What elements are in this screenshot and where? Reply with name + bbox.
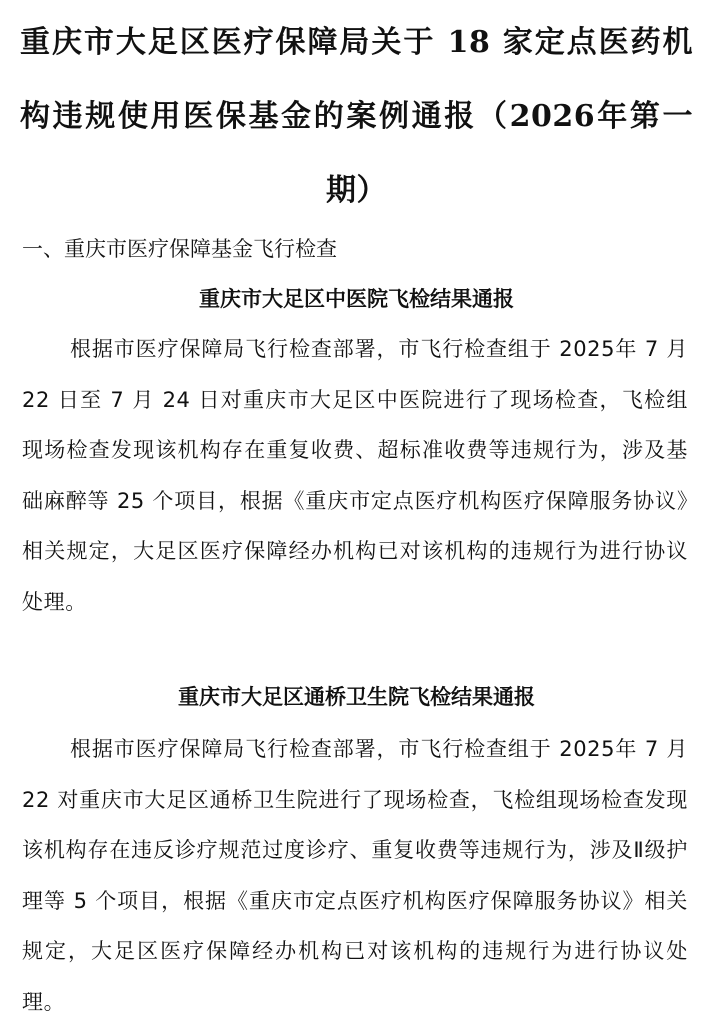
section-heading: 一、重庆市医疗保障基金飞行检查 bbox=[22, 237, 337, 261]
document-title: 重庆市大足区医疗保障局关于 18 家定点医药机构违规使用医保基金的案例通报（2026年第一期） bbox=[20, 25, 693, 208]
case-subtitle: 重庆市大足区通桥卫生院飞检结果通报 bbox=[178, 685, 535, 709]
case-body-paragraph: 根据市医疗保障局飞行检查部署，市飞行检查组于 2025年 7 月 22 日至 7 月 24 日对重庆市大足区中医院进行了现场检查，飞检组现场检查发现该机构存在重复收费、超标准收费等违规行为，涉及基础麻醉等 25 个项目，根据《重庆市定点医疗机构医疗保障服务协议》相关规定，大足区医疗保障经办机构已对该机构的违规行为进行协议处理。 bbox=[22, 337, 688, 614]
case-body-paragraph: 根据市医疗保障局飞行检查部署，市飞行检查组于 2025年 7 月 22 对重庆市大足区通桥卫生院进行了现场检查，飞检组现场检查发现该机构存在违反诊疗规范过度诊疗、重复收费等违规行为，涉及Ⅱ级护理等 5 个项目，根据《重庆市定点医疗机构医疗保障服务协议》相关规定，大足区医疗保障经办机构已对该机构的违规行为进行协议处理。 bbox=[22, 737, 688, 1014]
case-subtitle: 重庆市大足区中医院飞检结果通报 bbox=[199, 287, 514, 311]
